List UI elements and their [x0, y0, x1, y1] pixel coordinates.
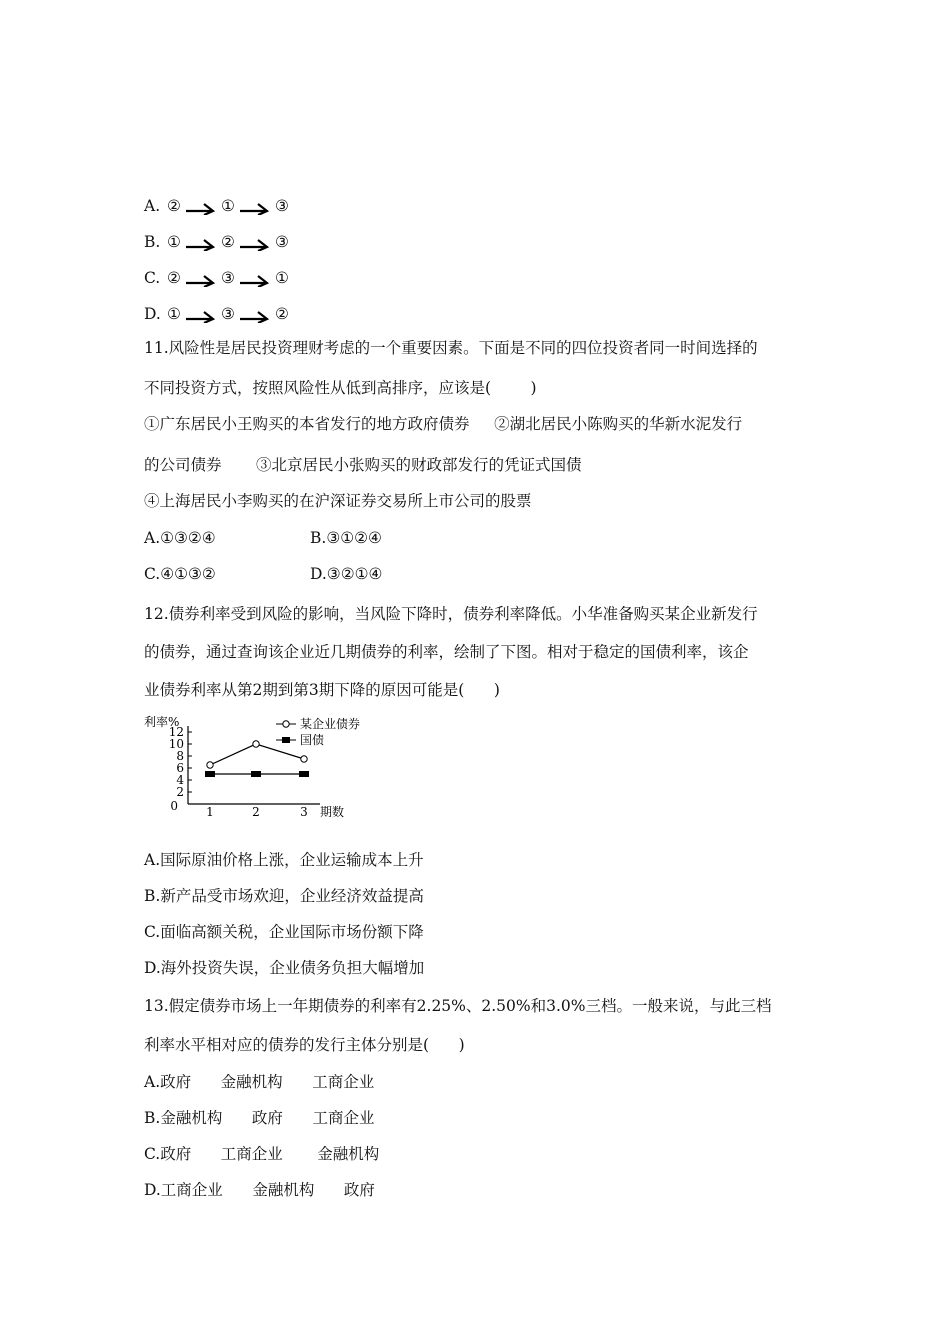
q10-sequence-item: ①	[221, 197, 235, 215]
q10-option-a	[144, 196, 292, 216]
q10-sequence-item: ③	[275, 233, 289, 251]
legend-label-gov: 国债	[300, 733, 325, 747]
arrow-right-icon	[240, 273, 270, 287]
q13-option-a: A.政府 金融机构 工商企业	[144, 1073, 375, 1091]
q11-option-c: C.④①③②	[144, 565, 216, 583]
x-tick-label: 3	[300, 805, 308, 819]
q10-option-b	[144, 232, 292, 252]
q10-option-prefix: B.	[144, 233, 161, 251]
q10-sequence-item: ①	[167, 233, 181, 251]
q11-stem-line1: 11.风险性是居民投资理财考虑的一个重要因素。下面是不同的四位投资者同一时间选择的	[144, 339, 758, 357]
y-tick-label: 2	[176, 785, 184, 799]
x-tick-label: 1	[206, 805, 214, 819]
arrow-right-icon	[186, 309, 216, 323]
q10-sequence-item: ②	[221, 233, 235, 251]
q13-stem-line2: 利率水平相对应的债券的发行主体分别是( )	[144, 1036, 465, 1054]
interest-rate-chart	[140, 712, 380, 824]
chart-ylabel: 利率%	[144, 715, 180, 729]
q10-sequence-item: ②	[167, 197, 181, 215]
data-point	[205, 771, 215, 777]
x-tick-label: 2	[252, 805, 260, 819]
q10-option-d	[144, 304, 292, 324]
q10-option-prefix: A.	[144, 197, 161, 215]
q12-stem-line3: 业债券利率从第2期到第3期下降的原因可能是( )	[144, 681, 500, 699]
q12-option-a: A.国际原油价格上涨，企业运输成本上升	[144, 851, 424, 869]
q10-sequence-item: ①	[275, 269, 289, 287]
data-point	[251, 771, 261, 777]
data-point	[253, 741, 259, 747]
q10-sequence-item: ①	[167, 305, 181, 323]
q10-sequence-item: ②	[167, 269, 181, 287]
arrow-right-icon	[186, 237, 216, 251]
q13-option-b: B.金融机构 政府 工商企业	[144, 1109, 375, 1127]
q12-option-c: C.面临高额关税，企业国际市场份额下降	[144, 923, 424, 941]
y-tick-label: 6	[176, 761, 184, 775]
q13-option-d: D.工商企业 金融机构 政府	[144, 1181, 375, 1199]
q10-option-prefix: C.	[144, 269, 161, 287]
q10-sequence-item: ③	[221, 305, 235, 323]
data-point	[301, 756, 307, 762]
y-tick-label: 0	[170, 799, 178, 813]
q11-option-a: A.①③②④	[144, 529, 216, 547]
y-tick-label: 12	[168, 725, 184, 739]
q12-option-b: B.新产品受市场欢迎，企业经济效益提高	[144, 887, 424, 905]
q11-items-line1: ①广东居民小王购买的本省发行的地方政府债券 ②湖北居民小陈购买的华新水泥发行	[144, 415, 743, 433]
legend-marker-corp	[283, 721, 289, 727]
legend-label-corp: 某企业债券	[300, 717, 361, 731]
chart-xlabel: 期数	[320, 805, 345, 819]
q11-items-line3: ④上海居民小李购买的在沪深证券交易所上市公司的股票	[144, 492, 532, 510]
q10-option-c	[144, 268, 292, 288]
arrow-right-icon	[240, 201, 270, 215]
q13-option-c: C.政府 工商企业 金融机构	[144, 1145, 380, 1163]
q13-stem-line1: 13.假定债券市场上一年期债券的利率有2.25%、2.50%和3.0%三档。一般来说，与此三档	[144, 997, 772, 1015]
data-point	[299, 771, 309, 777]
q10-sequence-item: ③	[221, 269, 235, 287]
q11-option-d: D.③②①④	[310, 565, 383, 583]
q11-items-line2: 的公司债券 ③北京居民小张购买的财政部发行的凭证式国债	[144, 456, 582, 474]
y-tick-label: 4	[176, 773, 184, 787]
legend-marker-gov	[282, 737, 290, 743]
arrow-right-icon	[240, 309, 270, 323]
arrow-right-icon	[240, 237, 270, 251]
data-point	[207, 762, 213, 768]
arrow-right-icon	[186, 201, 216, 215]
q10-sequence-item: ②	[275, 305, 289, 323]
q12-stem-line2: 的债券，通过查询该企业近几期债券的利率，绘制了下图。相对于稳定的国债利率，该企	[144, 643, 749, 661]
y-tick-label: 8	[176, 749, 184, 763]
arrow-right-icon	[186, 273, 216, 287]
y-tick-label: 10	[168, 737, 184, 751]
q11-stem-line2: 不同投资方式，按照风险性从低到高排序，应该是( )	[144, 379, 537, 397]
q12-option-d: D.海外投资失误，企业债务负担大幅增加	[144, 959, 425, 977]
q10-option-prefix: D.	[144, 305, 161, 323]
q11-option-b: B.③①②④	[310, 529, 382, 547]
q12-stem-line1: 12.债券利率受到风险的影响，当风险下降时，债券利率降低。小华准备购买某企业新发行	[144, 605, 758, 623]
q10-sequence-item: ③	[275, 197, 289, 215]
